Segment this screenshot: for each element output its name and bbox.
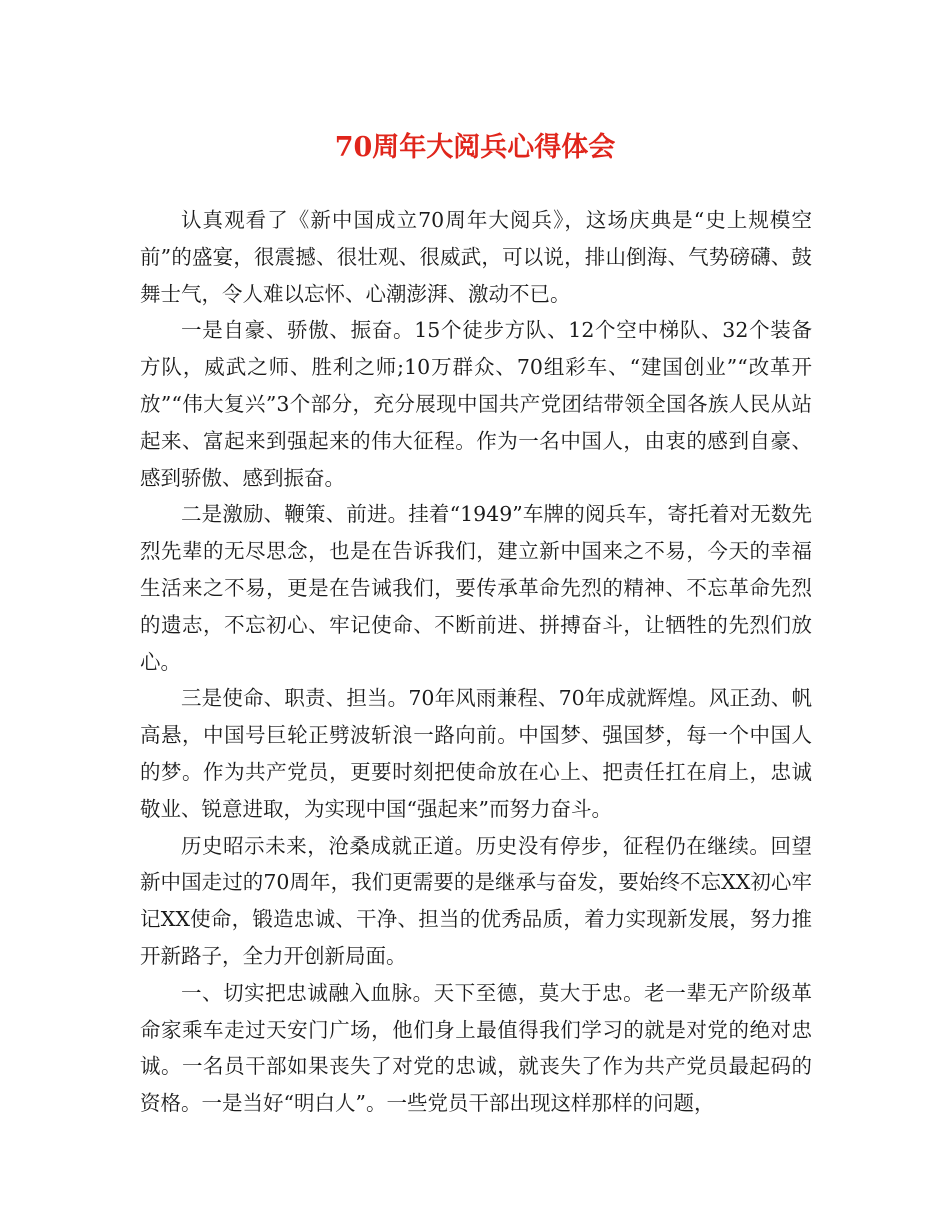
- paragraph-mission: 三是使命、职责、担当。70年风雨兼程、70年成就辉煌。风正劲、帆高悬，中国号巨轮正劈波斩浪一路向前。中国梦、强国梦，每一个中国人的梦。作为共产党员，更要时刻把使命放在心上、把责任扛在肩上，忠诚敬业、锐意进取，为实现中国“强起来”而努力奋斗。: [140, 686, 812, 821]
- paragraph-encouragement: 二是激励、鞭策、前进。挂着“1949”车牌的阅兵车，寄托着对无数先烈先辈的无尽思念，也是在告诉我们，建立新中国来之不易，今天的幸福生活来之不易，更是在告诫我们，要传承革命先烈的精神、不忘革命先烈的遗志，不忘初心、牢记使命、不断前进、拼搏奋斗，让牺牲的先烈们放心。: [140, 502, 812, 674]
- document-title: 70周年大阅兵心得体会: [334, 132, 616, 163]
- paragraph-pride: 一是自豪、骄傲、振奋。15个徒步方队、12个空中梯队、32个装备方队，威武之师、胜利之师;10万群众、70组彩车、“建国创业”“改革开放”“伟大复兴”3个部分，充分展现中国共产党团结带领全国各族人民从站起来、富起来到强起来的伟大征程。作为一名中国人，由衷的感到自豪、感到骄傲、感到振奋。: [140, 318, 812, 490]
- paragraph-history: 历史昭示未来，沧桑成就正道。历史没有停步，征程仍在继续。回望新中国走过的70周年，我们更需要的是继承与奋发，要始终不忘XX初心牢记XX使命，锻造忠诚、干净、担当的优秀品质，着力实现新发展，努力推开新路子，全力开创新局面。: [140, 833, 812, 968]
- document-body: [140, 202, 812, 1122]
- paragraph-loyalty: 一、切实把忠诚融入血脉。天下至德，莫大于忠。老一辈无产阶级革命家乘车走过天安门广场，他们身上最值得我们学习的就是对党的绝对忠诚。一名员干部如果丧失了对党的忠诚，就丧失了作为共产党员最起码的资格。一是当好“明白人”。一些党员干部出现这样那样的问题，: [140, 980, 812, 1116]
- paragraph-intro: 认真观看了《新中国成立70周年大阅兵》，这场庆典是“史上规模空前”的盛宴，很震撼、很壮观、很威武，可以说，排山倒海、气势磅礴、鼓舞士气，令人难以忘怀、心潮澎湃、激动不已。: [140, 208, 812, 306]
